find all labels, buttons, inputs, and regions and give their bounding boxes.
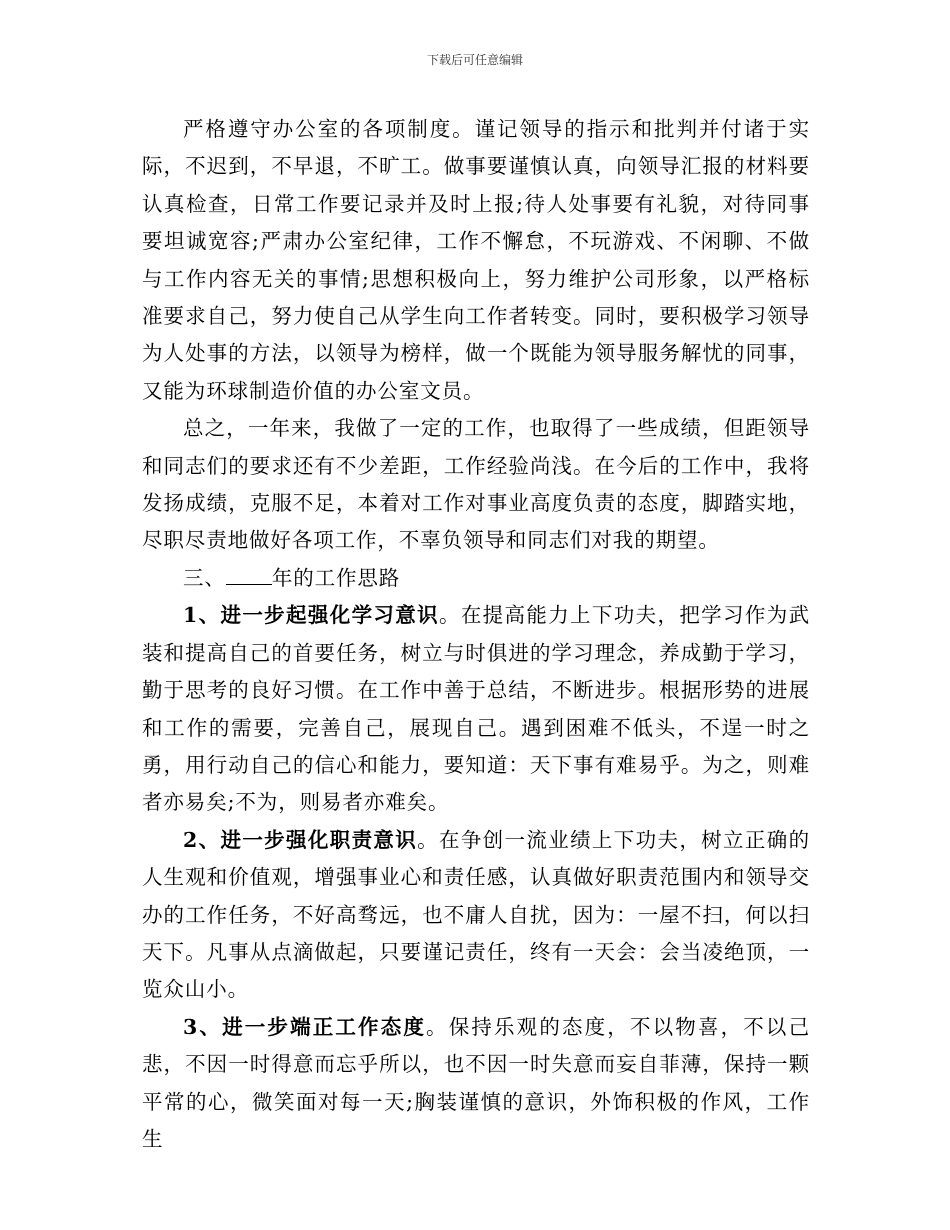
paragraph-office-rules: 严格遵守办公室的各项制度。谨记领导的指示和批判并付诸于实际，不迟到，不早退，不旷工。做事要谨慎认真，向领导汇报的材料要认真检查，日常工作要记录并及时上报;待人处事要有礼貌，对待同事要坦诚宽容;严肃办公室纪律，工作不懈怠，不玩游戏、不闲聊、不做与工作内容无关的事情;思想积极向上，努力维护公司形象，以严格标准要求自己，努力使自己从学生向工作者转变。同时，要积极学习领导为人处事的方法，以领导为榜样，做一个既能为领导服务解忧的同事，又能为环球制造价值的办公室文员。 [142, 117, 810, 403]
item-3-title: 3、进一步端正工作态度 [183, 1014, 427, 1039]
item-1-title: 1、进一步起强化学习意识 [183, 603, 439, 628]
section-heading-suffix: 年的工作思路 [271, 565, 401, 590]
section-heading-prefix: 三、 [183, 565, 226, 590]
item-2-text: 。在争创一流业绩上下功夫，树立正确的人生观和价值观，增强事业心和责任感，认真做好职责范围内和领导交办的工作任务，不好高骛远，也不庸人自扰，因为：一屋不扫，何以扫天下。凡事从点滴做起，只要谨记责任，终有一天会：会当凌绝顶，一览众山小。 [142, 827, 810, 1002]
paragraph-item-1 [142, 597, 810, 821]
paragraph-item-2 [142, 822, 810, 1009]
section-heading-blank [226, 566, 272, 585]
item-1-text: 。在提高能力上下功夫，把学习作为武装和提高自己的首要任务，树立与时俱进的学习理念，养成勤于学习，勤于思考的良好习惯。在工作中善于总结，不断进步。根据形势的进展和工作的需要，完善自己，展现自己。遇到困难不低头，不逞一时之勇，用行动自己的信心和能力，要知道：天下事有难易乎。为之，则难者亦易矣;不为，则易者亦难矣。 [142, 603, 810, 815]
page-header: 下载后可任意编辑 [426, 53, 523, 67]
document-body [142, 111, 810, 1158]
paragraph-summary: 总之，一年来，我做了一定的工作，也取得了一些成绩，但距领导和同志们的要求还有不少差距，工作经验尚浅。在今后的工作中，我将发扬成绩，克服不足，本着对工作对事业高度负责的态度，脚踏实地，尽职尽责地做好各项工作，不辜负领导和同志们对我的期望。 [142, 416, 810, 553]
paragraph-item-3 [142, 1009, 810, 1159]
item-2-title: 2、进一步强化职责意识 [183, 827, 418, 852]
section-heading [142, 560, 810, 597]
item-3-text: 。保持乐观的态度，不以物喜，不以己悲，不因一时得意而忘乎所以，也不因一时失意而妄自菲薄，保持一颗平常的心，微笑面对每一天;胸装谨慎的意识，外饰积极的作风，工作生 [142, 1014, 810, 1151]
